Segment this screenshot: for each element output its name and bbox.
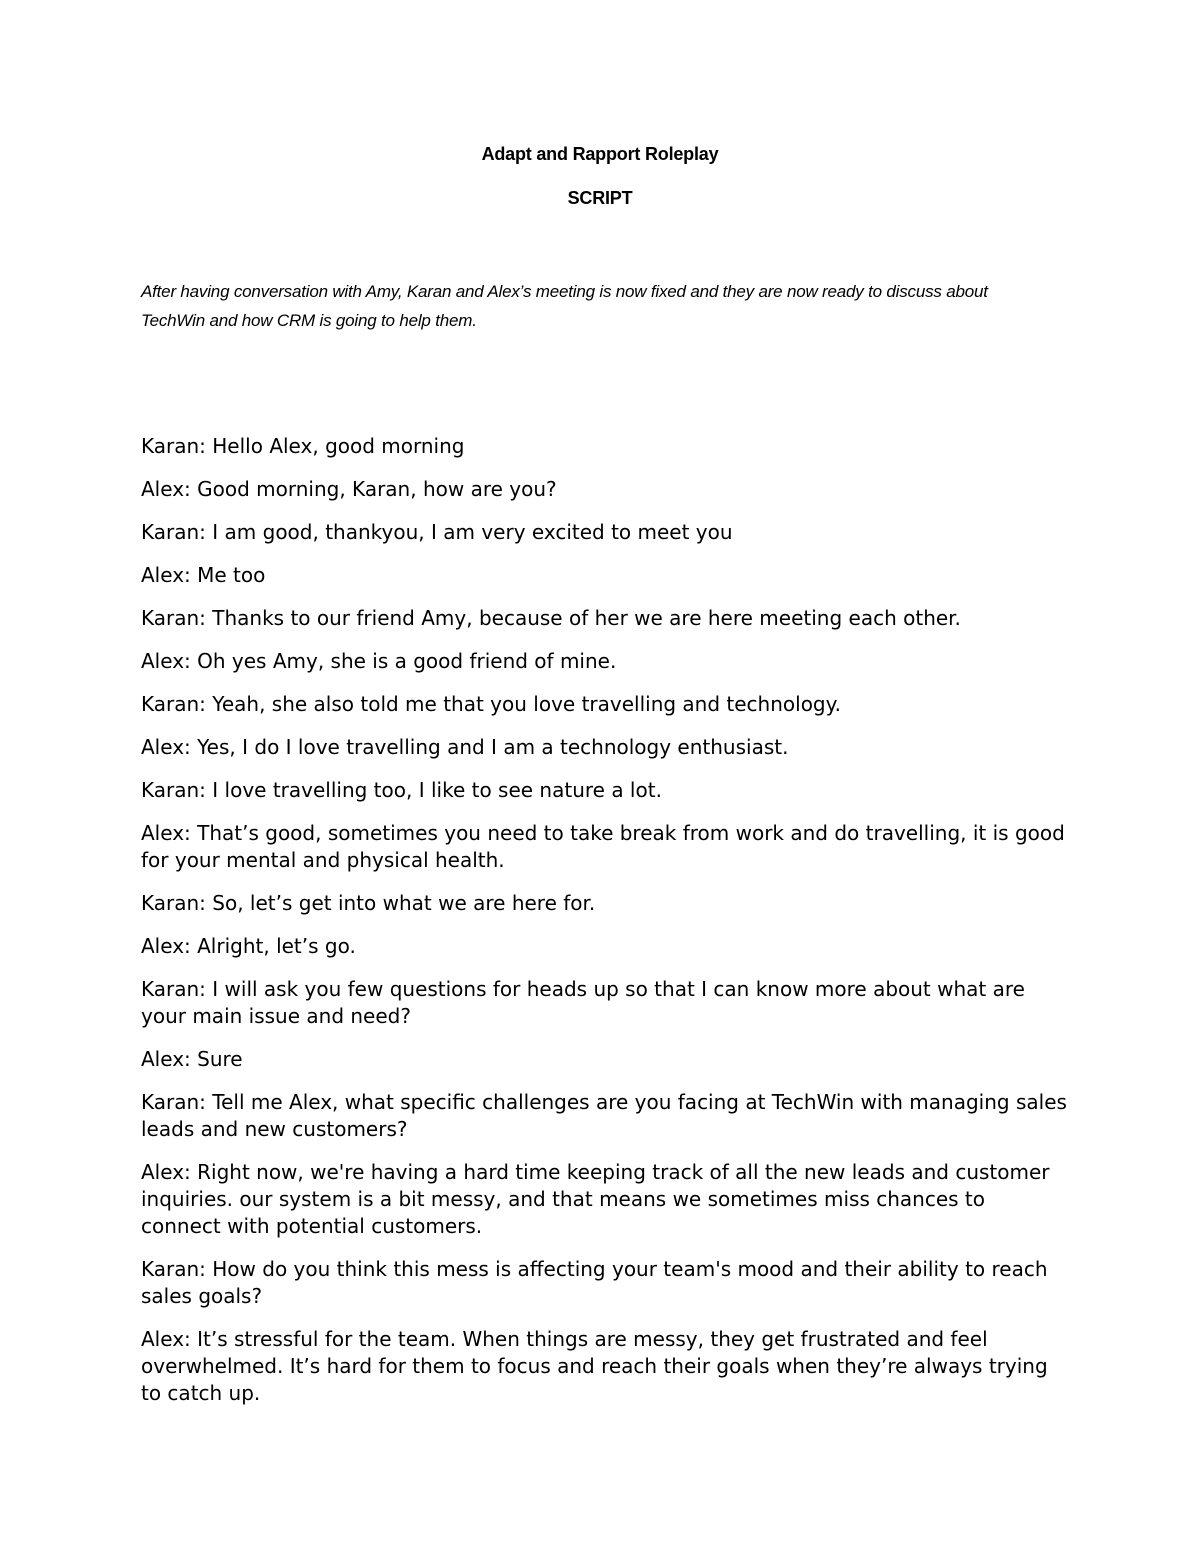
dialogue-line: Alex: Oh yes Amy, she is a good friend of mine. [141,649,617,673]
dialogue-line: Karan: I will ask you few questions for heads up so that I can know more about what are your main issue and need? [141,977,1025,1028]
dialogue-line: Karan: I love travelling too, I like to see nature a lot. [141,778,662,802]
dialogue-line: Karan: I am good, thankyou, I am very excited to meet you [141,520,733,544]
intro-paragraph: After having conversation with Amy, Karan and Alex’s meeting is now fixed and they are now ready to discuss about TechWin and how CRM is going to help them. [141,282,988,330]
dialogue-line: Alex: Right now, we're having a hard time keeping track of all the new leads and customer inquiries. our system is a bit messy, and that means we sometimes miss chances to connect with potential customers. [141,1160,1050,1238]
dialogue-script [141,433,1071,1423]
dialogue-line: Alex: That’s good, sometimes you need to take break from work and do travelling, it is good for your mental and physical health. [141,821,1065,872]
dialogue-line: Alex: Alright, let’s go. [141,934,356,958]
dialogue-line: Karan: So, let’s get into what we are here for. [141,891,596,915]
dialogue-line: Alex: Yes, I do I love travelling and I am a technology enthusiast. [141,735,789,759]
document-subtitle: SCRIPT [567,188,633,208]
dialogue-line: Karan: How do you think this mess is affecting your team's mood and their ability to reach sales goals? [141,1257,1048,1308]
document-title: Adapt and Rapport Roleplay [481,144,719,164]
dialogue-line: Karan: Tell me Alex, what specific challenges are you facing at TechWin with managing sales leads and new customers? [141,1090,1067,1141]
dialogue-line: Alex: It’s stressful for the team. When things are messy, they get frustrated and feel overwhelmed. It’s hard for them to focus and reach their goals when they’re always trying to catch up. [141,1327,1048,1405]
dialogue-line: Karan: Hello Alex, good morning [141,434,465,458]
dialogue-line: Karan: Thanks to our friend Amy, because of her we are here meeting each other. [141,606,961,630]
dialogue-line: Alex: Me too [141,563,266,587]
dialogue-line: Alex: Sure [141,1047,243,1071]
dialogue-line: Alex: Good morning, Karan, how are you? [141,477,557,501]
dialogue-line: Karan: Yeah, she also told me that you love travelling and technology. [141,692,841,716]
